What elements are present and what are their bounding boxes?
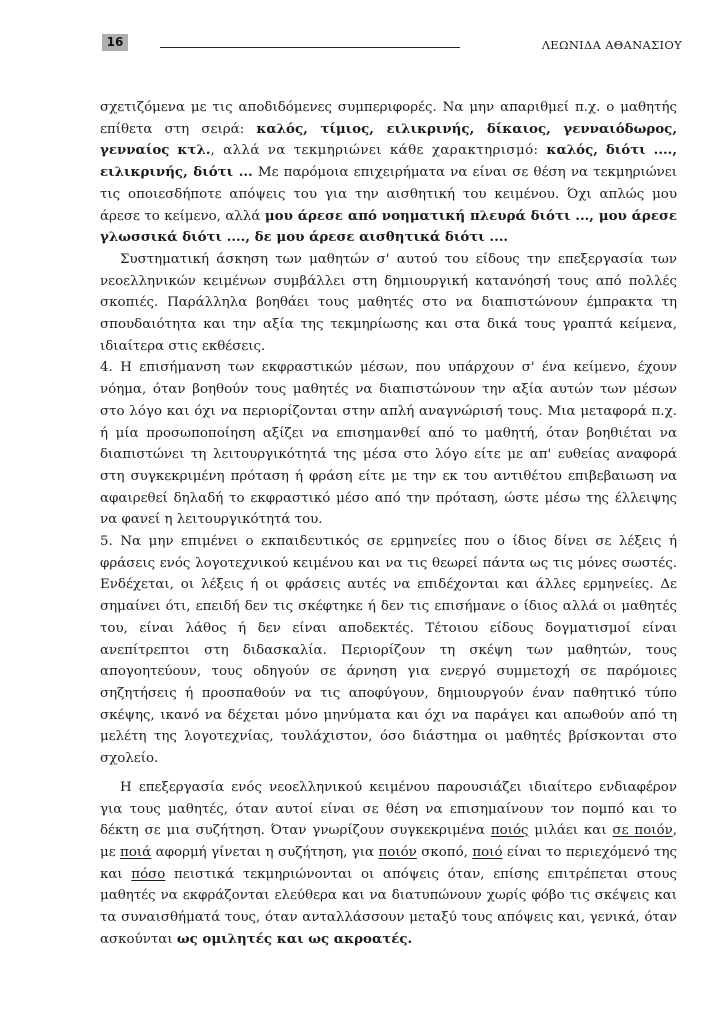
bold-phrase: ως ομιλητές και ως ακροατές.: [176, 930, 413, 947]
paragraph-text: πειστικά τεκμηριώνονται οι απόψεις όταν, επίσης επιτρέπεται στους μαθητές να εκφράζονται ελεύθερα και να διατυπώνουν χωρίς φόβο τις σκέψεις και τα συναισθήματά τους, όταν ανταλλάσσουν μεταξύ τους απόψεις και, γενικά, όταν ασκούνται: [100, 866, 677, 947]
underlined-word: ποιό: [472, 844, 503, 860]
paragraph-text: Με παρόμοια επιχειρήματα να είναι σε θέση να τεκμηριώνει τις οποιεσδήποτε απόψεις του για την αισθητική του κειμένου. Όχι απλώς μου άρεσε το κείμενο, αλλά: [100, 165, 677, 224]
paragraph: Συστηματική άσκηση των μαθητών σ' αυτού του είδους την επεξεργασία των νεοελληνικών κειμένων συμβάλλει στη δημιουργική κατανόησή τους από πολλές σκοπιές. Παράλληλα βοηθάει τους μαθητές στο να διαπιστώνουν έμπρακτα τη σπουδαιότητα και την αξία της τεκμηρίωσης και στα δικά τους γραπτά κείμενα, ιδιαίτερα στις εκθέσεις.: [100, 251, 677, 354]
paragraph-text: σκοπό,: [416, 844, 473, 860]
paragraph-text: Η επεξεργασία ενός νεοελληνικού κειμένου παρουσιάζει ιδιαίτερο ενδιαφέρον για τους μαθητές, όταν αυτοί είναι σε θέση να επισημαίνουν τον πομπό και το δέκτη σε μια συζήτηση. Όταν γνωρίζουν συγκεκριμένα: [100, 779, 677, 839]
numbered-paragraph-4: 4. Η επισήμανση των εκφραστικών μέσων, που υπάρχουν σ' ένα κείμενο, έχουν νόημα, όταν βοηθούν τους μαθητές να διαπιστώνουν την αξία αυτών των μέσων στο λόγο και όχι να περιορίζονται στην απλή αναγνώρισή τους. Μια μεταφορά π.χ. ή μία προσωποποίηση αξίζει να επισημανθεί από το μαθητή, όταν βοηθιέται να διαπιστώνει τη λειτουργικότητά της μέσα στο λόγο είτε με απ' ευθείας αναφορά στη συγκεκριμένη πρόταση ή φράση είτε με την εκ του αντιθέτου επιβεβαιωση να αφαιρεθεί δηλαδή το εκφραστικό μέσο από την πρόταση, ώστε μέσω της έλλειψης να φανεί η λειτουργικότητά του.: [100, 360, 677, 528]
paragraph-text: μιλάει και: [528, 823, 613, 839]
page-body: [100, 97, 677, 950]
underlined-word: ποιόν: [378, 844, 417, 860]
numbered-paragraph-5: 5. Να μην επιμένει ο εκπαιδευτικός σε ερμηνείες που ο ίδιος δίνει σε λέξεις ή φράσεις ενός λογοτεχνικού κειμένου και να τις θεωρεί πάντα ως τις μόνες σωστές. Ενδέχεται, οι λέξεις ή οι φράσεις αυτές να επιδέχονται και άλλες ερμηνείες. Δε σημαίνει ότι, επειδή δεν τις σκέφτηκε ή δεν τις επισήμανε ο ίδιος αλλά οι μαθητές του, είναι λάθος ή δεν είναι αποδεκτές. Τέτοιου είδους δογματισμοί είναι ανεπίτρεπτοι στη διδασκαλία. Περιορίζουν τη σκέψη των μαθητών, τους απογοητεύουν, τους οδηγούν σε άρνηση για ενεργό συμμετοχή σε παρόμοιες σηζητήσεις ή προσπαθούν να τις αποφύγουν, δημιουργούν έναν παθητικό τύπο σκέψης, ικανό να δέχεται μόνο μηνύματα και όχι να παράγει και απωθούν από τη μελέτη της λογοτεχνίας, τουλάχιστον, όσο διάστημα οι μαθητές βρίσκονται στο σχολείο.: [100, 534, 677, 767]
bold-phrase: καλός, διότι ...., ειλικρινής, διότι ...: [100, 142, 677, 181]
running-head: ΛΕΩΝΙΔΑ ΑΘΑΝΑΣΙΟΥ: [541, 38, 682, 52]
underlined-word: πόσο: [131, 866, 166, 882]
paragraph-continued: [100, 97, 677, 249]
paragraph-final: [100, 777, 677, 951]
bold-phrase: καλός, τίμιος, ειλικρινής, δίκαιος, γενναιόδωρος, γενναίος κτλ.: [100, 120, 677, 159]
paragraph-text: είναι το περιεχόμενό της και: [100, 844, 677, 882]
paragraph-text: σχετιζόμενα με τις αποδιδόμενες συμπεριφορές. Να μην απαριθμεί π.χ. ο μαθητής επίθετα στη σειρά:: [100, 100, 677, 137]
header-rule: [160, 47, 460, 48]
underlined-word: ποιά: [120, 844, 152, 860]
paragraph-text: αφορμή γίνεται η συζήτηση, για: [151, 844, 379, 860]
underlined-word: ποιός: [490, 823, 529, 839]
page-number: 16: [102, 34, 128, 51]
paragraph-text: , με: [100, 823, 677, 860]
bold-phrase: μου άρεσε από νοηματική πλευρά διότι ..., μου άρεσε γλωσσικά διότι ...., δε μου άρεσε αισθητικά διότι ....: [100, 207, 677, 246]
paragraph-text: , αλλά να τεκμηριώνει κάθε χαρακτηρισμό:: [210, 143, 547, 159]
underlined-word: σε ποιόν: [612, 823, 673, 839]
